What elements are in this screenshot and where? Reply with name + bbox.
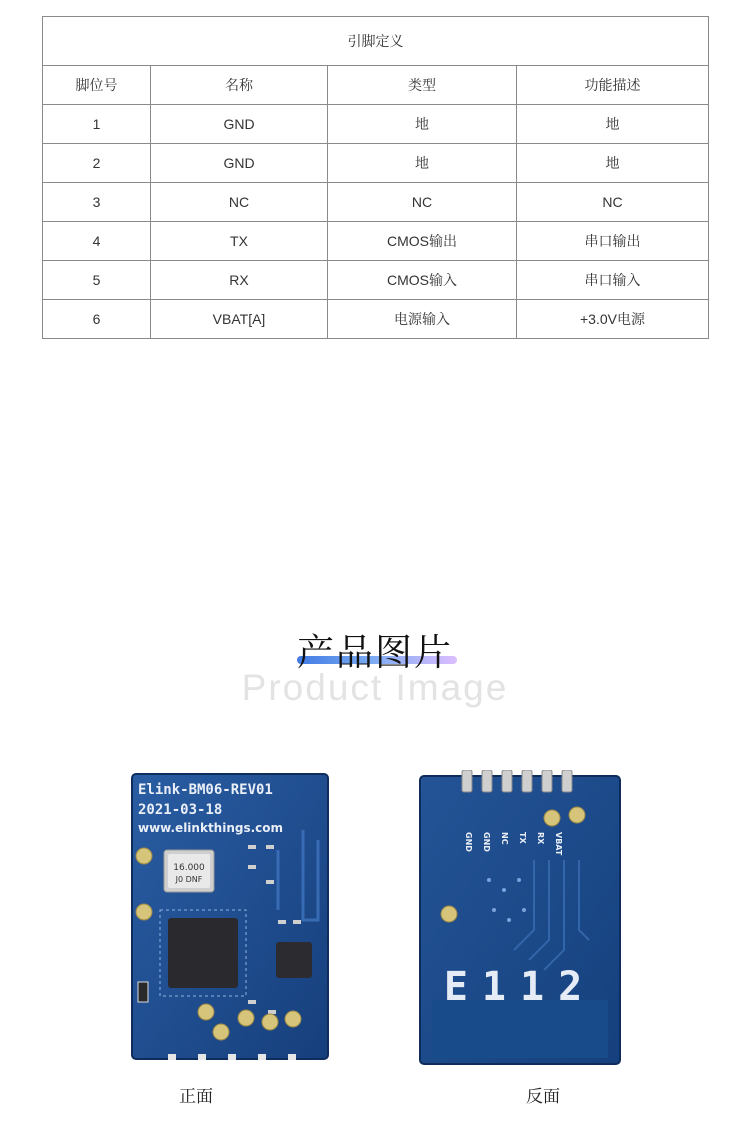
table-title: 引脚定义 [43,17,709,66]
caption-back: 反面 [526,1087,560,1106]
back-pin-label: RX [536,832,545,845]
cell-type: 地 [328,144,517,183]
section-title: 产品图片 [297,631,453,674]
cell-function: 串口输出 [517,222,709,261]
cell-pin: 3 [43,183,151,222]
cell-pin: 5 [43,261,151,300]
back-pin-label: TX [518,832,527,844]
table-row [43,300,709,339]
header-pin-number: 脚位号 [43,66,151,105]
table-row [43,105,709,144]
cell-function: NC [517,183,709,222]
cell-function: +3.0V电源 [517,300,709,339]
table-row [43,183,709,222]
cell-function: 串口输入 [517,261,709,300]
back-pin-label: GND [464,832,473,852]
pin-definition-table [42,16,709,339]
cell-type: 电源输入 [328,300,517,339]
cell-type: CMOS输出 [328,222,517,261]
crystal-label-2: J0 DNF [175,875,203,884]
silkscreen-date: 2021-03-18 [138,802,223,818]
header-name: 名称 [151,66,328,105]
table-row [43,261,709,300]
cell-function: 地 [517,144,709,183]
table-row [43,222,709,261]
cell-pin: 1 [43,105,151,144]
cell-name: RX [151,261,328,300]
back-pin-label: VBAT [554,832,563,856]
table-row [43,144,709,183]
header-function: 功能描述 [517,66,709,105]
module-front-photo [128,770,333,1065]
section-subtitle: Product Image [241,667,509,708]
cell-name: VBAT[A] [151,300,328,339]
back-pin-label: GND [482,832,491,852]
cell-function: 地 [517,105,709,144]
cell-pin: 6 [43,300,151,339]
caption-front: 正面 [179,1087,213,1106]
cell-name: NC [151,183,328,222]
cell-type: 地 [328,105,517,144]
cell-name: GND [151,144,328,183]
cell-type: CMOS输入 [328,261,517,300]
silkscreen-url: www.elinkthings.com [138,821,284,835]
cell-pin: 2 [43,144,151,183]
cell-name: GND [151,105,328,144]
cell-name: TX [151,222,328,261]
header-type: 类型 [328,66,517,105]
cell-type: NC [328,183,517,222]
module-back-photo [414,770,626,1070]
silkscreen-model-back: E112 [443,964,597,1010]
silkscreen-model: Elink-BM06-REV01 [138,782,273,798]
crystal-label-1: 16.000 [173,863,205,873]
back-pin-label: NC [500,832,509,845]
cell-pin: 4 [43,222,151,261]
